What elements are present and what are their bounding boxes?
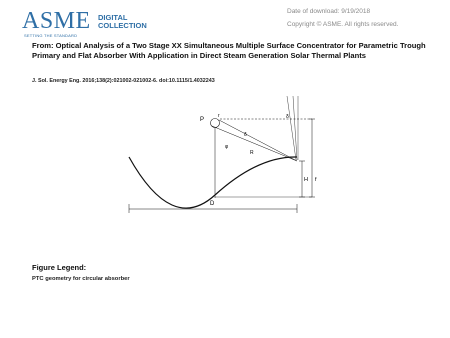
download-date: Date of download: 9/19/2018 bbox=[287, 8, 371, 15]
trough-curve-right bbox=[215, 157, 297, 195]
trough-curve bbox=[129, 157, 215, 208]
receiver-circle bbox=[211, 119, 220, 128]
article-citation: J. Sol. Energy Eng. 2016;138(2):021002-021002-6. doi:10.1115/1.4032243 bbox=[32, 78, 215, 84]
asme-logo-tagline: SETTING THE STANDARD bbox=[24, 33, 78, 38]
tangent-line-upper bbox=[219, 120, 297, 161]
copyright-notice: Copyright © ASME. All rights reserved. bbox=[287, 21, 399, 28]
label-D: D bbox=[210, 201, 215, 207]
label-P: P bbox=[200, 117, 205, 123]
incident-ray-1 bbox=[287, 96, 296, 160]
label-H: H bbox=[304, 177, 308, 183]
label-phi: φ bbox=[225, 144, 229, 150]
asme-logo-wordmark: ASME bbox=[22, 8, 91, 34]
figure-legend-text: PTC geometry for circular absorber bbox=[32, 276, 130, 282]
label-r: r bbox=[218, 113, 220, 119]
label-delta-mid: δ bbox=[244, 132, 247, 138]
label-delta-top: δ bbox=[286, 114, 289, 120]
article-title: From: Optical Analysis of a Two Stage XX Simultaneous Multiple Surface Concentrator for Parametric Trough Primary and Flat Absorber With Application in Direct Steam Generation Solar Thermal Plants bbox=[32, 41, 426, 60]
label-f: f bbox=[315, 177, 317, 183]
label-R: R bbox=[250, 150, 254, 156]
collection-label: COLLECTION bbox=[98, 21, 147, 30]
figure-legend-title: Figure Legend: bbox=[32, 263, 87, 272]
incident-ray-2 bbox=[293, 96, 297, 160]
digital-label: DIGITAL bbox=[98, 13, 128, 22]
